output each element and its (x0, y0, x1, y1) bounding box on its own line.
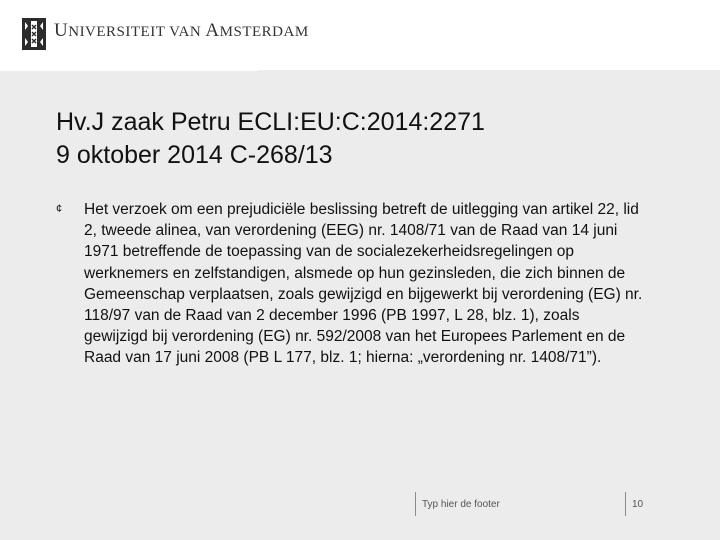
page-number: 10 (625, 492, 643, 516)
university-name-part-1: NIVERSITEIT VAN (68, 24, 206, 40)
university-name-part-2: MSTERDAM (219, 24, 309, 40)
uva-crest-icon (22, 18, 46, 50)
header (0, 0, 720, 70)
footer-text: Typ hier de footer (415, 492, 500, 516)
university-name-initial-2: A (205, 20, 220, 41)
bullet-text: Het verzoek om een prejudiciële beslissing betreft de uitlegging van artikel 22, lid 2, tweede alinea, van verordening (EEG) nr. 1408/71 van de Raad van 14 juni 1971 betreffende de toepassing van de socialezekerheidsregelingen op werknemers en zelfstandigen, alsmede op hun gezinsleden, die zich binnen de Gemeenschap verplaatsen, zoals gewijzigd en bijgewerkt bij verordening (EG) nr. 118/97 van de Raad van 2 december 1996 (PB 1997, L 28, blz. 1), zoals gewijzigd bij verordening (EG) nr. 592/2008 van het Europees Parlement en de Raad van 17 juni 2008 (PB L 177, blz. 1; hierna: „verordening nr. 1408/71”). (84, 201, 643, 367)
slide-title-line-1: Hv.J zaak Petru ECLI:EU:C:2014:2271 (56, 108, 485, 136)
slide-title-line-2: 9 oktober 2014 C-268/13 (56, 141, 333, 169)
university-name-initial-1: U (54, 20, 69, 41)
bullet-list (56, 199, 646, 369)
bullet-marker-icon: ¢ (56, 203, 63, 215)
bullet-item (56, 199, 646, 369)
slide-title (56, 106, 676, 172)
university-name (54, 20, 309, 42)
header-divider (0, 69, 258, 71)
